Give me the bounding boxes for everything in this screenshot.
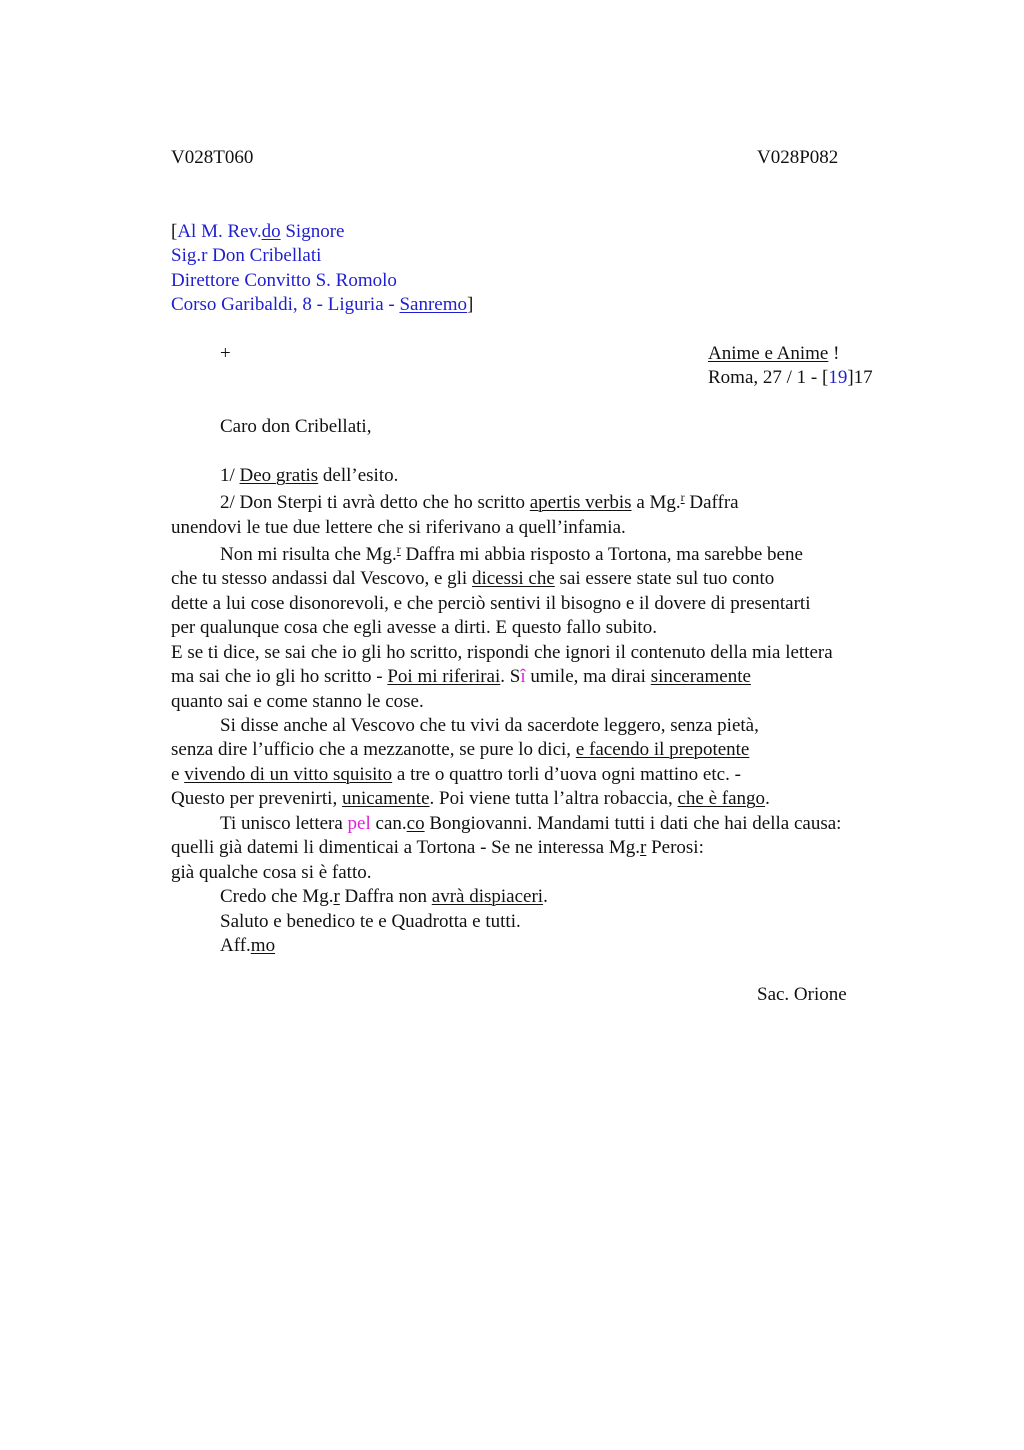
- p6-underline-1: r: [333, 886, 340, 907]
- address-line-2: Sig.r Don Cribellati: [171, 245, 322, 266]
- address-street: Corso Garibaldi, 8 - Liguria -: [171, 294, 400, 315]
- address-title-abbr: do: [261, 221, 281, 242]
- p6-underline-2: avrà dispiaceri: [431, 886, 544, 907]
- motto: [708, 342, 839, 367]
- p3-text-2: Daffra mi abbia risposto a Tortona, ma sarebbe bene: [400, 544, 803, 565]
- motto-text: Anime e Anime: [708, 343, 829, 364]
- p3-l6-text-2: . S: [500, 666, 521, 687]
- address-title-end: Signore: [280, 221, 345, 242]
- p5-l1-text-2: can.: [370, 813, 407, 834]
- p5-l2-text-1: quelli già datemi li dimenticai a Tortona - Se ne interessa Mg.: [171, 837, 640, 858]
- p2-text-3: Daffra: [684, 492, 739, 513]
- p4-l3-text-2: a tre o quattro torli d’uova ogni mattino etc. -: [392, 764, 741, 785]
- p5-l2-underline: r: [639, 837, 647, 858]
- p3-text-1: Non mi risulta che Mg.: [220, 544, 397, 565]
- p4-l4-text-1: Questo per prevenirti,: [171, 788, 342, 809]
- p2-text-1: 2/ Don Sterpi ti avrà detto che ho scritto: [220, 492, 530, 513]
- address-title: Al M. Rev.: [177, 221, 262, 242]
- p4-l3-underline: vivendo di un vitto squisito: [184, 764, 393, 785]
- motto-mark: !: [828, 343, 840, 364]
- paragraph-5-line-1: [220, 812, 841, 837]
- p3-superscript: r: [396, 542, 401, 556]
- p4-l4-underline: unicamente: [341, 788, 430, 809]
- paragraph-3-line-3: dette a lui cose disonorevoli, e che perciò sentivi il bisogno e il dovere di presentarti: [171, 593, 811, 614]
- paragraph-4-line-3: [171, 763, 741, 788]
- address-line-4: [171, 293, 473, 318]
- close-bracket: ]: [467, 294, 474, 315]
- p6-text-3: .: [543, 886, 548, 907]
- address-line-1: [171, 220, 344, 245]
- open-bracket: [: [171, 221, 178, 242]
- document-code-right: V028P082: [757, 147, 839, 168]
- p4-l2-text: senza dire l’ufficio che a mezzanotte, se pure lo dici,: [171, 739, 576, 760]
- paragraph-2-line-2: unendovi le tue due lettere che si riferivano a quell’infamia.: [171, 517, 626, 538]
- p4-l2-underline: e facendo il prepotente: [575, 739, 750, 760]
- paragraph-1: [220, 464, 398, 489]
- paragraph-3-line-1: [220, 543, 803, 568]
- p1-underline: Deo gratis: [239, 465, 319, 486]
- paragraph-6: [220, 885, 548, 910]
- paragraph-5-line-2: [171, 836, 704, 861]
- paragraph-3-line-7: quanto sai e come stanno le cose.: [171, 691, 424, 712]
- p2-underline: apertis verbis: [529, 492, 632, 513]
- paragraph-4-line-1: Si disse anche al Vescovo che tu vivi da sacerdote leggero, senza pietà,: [220, 715, 759, 736]
- p3-l6-text-3: umile, ma dirai: [525, 666, 651, 687]
- paragraph-3-line-4: per qualunque cosa che egli avesse a dirti. E questo fallo subito.: [171, 617, 657, 638]
- p5-l1-text-1: Ti unisco lettera: [220, 813, 348, 834]
- p2-superscript: r: [680, 490, 685, 504]
- p5-l1-text-3: Bongiovanni. Mandami tutti i dati che hai della causa:: [424, 813, 842, 834]
- address-line-3: Direttore Convitto S. Romolo: [171, 270, 397, 291]
- date-pre: Roma, 27 / 1 - [: [708, 367, 829, 388]
- paragraph-4-line-4: [171, 787, 770, 812]
- salutation: Caro don Cribellati,: [220, 416, 372, 437]
- paragraph-5-line-3: già qualche cosa si è fatto.: [171, 862, 372, 883]
- p4-l4-underline-2: che è fango: [677, 788, 766, 809]
- p5-l2-text-2: Perosi:: [646, 837, 704, 858]
- p3-l6-text-1: ma sai che io gli ho scritto -: [171, 666, 388, 687]
- date-year-prefix: 19: [828, 367, 848, 388]
- p1-number: 1/: [220, 465, 240, 486]
- p5-l1-underline: co: [406, 813, 425, 834]
- paragraph-3-line-5: E se ti dice, se sai che io gli ho scritto, rispondi che ignori il contenuto della mia lettera: [171, 642, 833, 663]
- p3-l6-underline-2: sinceramente: [650, 666, 751, 687]
- paragraph-2-line-1: [220, 491, 739, 516]
- p1-text: dell’esito.: [318, 465, 399, 486]
- paragraph-8: [220, 934, 275, 959]
- p3-l6-underline: Poi mi riferirai: [387, 666, 501, 687]
- p2-text-2: a Mg.: [631, 492, 681, 513]
- p6-text-2: Daffra non: [339, 886, 432, 907]
- paragraph-4-line-2: [171, 738, 749, 763]
- p4-l4-text-2: . Poi viene tutta l’altra robaccia,: [429, 788, 678, 809]
- p4-l4-text-3: .: [765, 788, 770, 809]
- paragraph-3-line-6: [171, 665, 751, 690]
- paragraph-3-line-2: [171, 567, 774, 592]
- paragraph-7: Saluto e benedico te e Quadrotta e tutti.: [220, 911, 521, 932]
- p5-l1-highlight: pel: [347, 813, 371, 834]
- date-line: [708, 366, 873, 391]
- address-city: Sanremo: [399, 294, 468, 315]
- p3-l6-highlight: î: [520, 666, 526, 687]
- p6-text-1: Credo che Mg.: [220, 886, 334, 907]
- p3-l2-underline: dicessi che: [471, 568, 555, 589]
- cross-mark: +: [220, 343, 231, 364]
- date-post: ]17: [847, 367, 873, 388]
- document-code-left: V028T060: [171, 147, 254, 168]
- p4-l3-text-1: e: [171, 764, 185, 785]
- p3-l2-text-2: sai essere state sul tuo conto: [554, 568, 775, 589]
- p3-l2-text-1: che tu stesso andassi dal Vescovo, e gli: [171, 568, 472, 589]
- p8-text: Aff.: [220, 935, 251, 956]
- p8-underline: mo: [250, 935, 276, 956]
- signature: Sac. Orione: [757, 984, 847, 1005]
